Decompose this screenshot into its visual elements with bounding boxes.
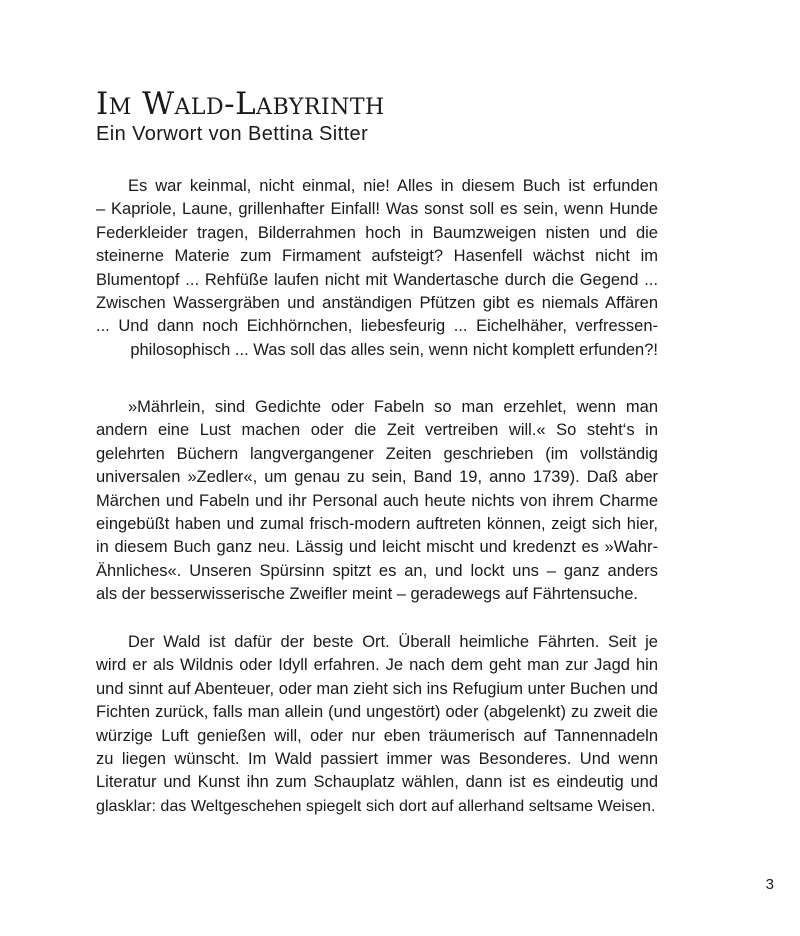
paragraph-line: Der Wald ist dafür der beste Ort. Überall heimliche Fährten. Seit je <box>128 633 658 651</box>
paragraph-line: Fichten zurück, falls man allein (und ungestört) oder (abgelenkt) zu zweit die <box>96 703 658 722</box>
paragraph-line: gelehrten Büchern langvergangener Zeiten geschrieben (im vollständig <box>96 444 658 463</box>
paragraph-line: in diesem Buch ganz neu. Lässig und leicht mischt und kredenzt es »Wahr- <box>96 538 658 557</box>
paragraph-line: Es war keinmal, nicht einmal, nie! Alles in diesem Buch ist erfunden <box>128 177 658 195</box>
paragraph-line: steinerne Materie zum Firmament aufsteigt? Hasenfell wächst nicht im <box>96 247 658 266</box>
paragraph-line: als der besserwisserische Zweifler meint – geradewegs auf Fährtensuche. <box>96 585 639 604</box>
paragraph-line: philosophisch ... Was soll das alles sein, wenn nicht komplett erfunden?! <box>130 340 658 359</box>
paragraph-line: Blumentopf ... Rehfüße laufen nicht mit Wandertasche durch die Gegend ... <box>96 270 658 289</box>
paragraph-line: »Mährlein, sind Gedichte oder Fabeln so man erzehlet, wenn man <box>128 398 658 416</box>
paragraph-line: universalen »Zedler«, um genau zu sein, Band 19, anno 1739). Daß aber <box>96 468 658 487</box>
paragraph-line: und sinnt auf Abenteuer, oder man zieht sich ins Refugium unter Buchen und <box>96 679 658 698</box>
chapter-subtitle: Ein Vorwort von Bettina Sitter <box>96 123 369 145</box>
page-number: 3 <box>765 876 774 893</box>
paragraph-line: andern eine Lust machen oder die Zeit vertreiben will.« So steht‘s in <box>96 421 658 440</box>
chapter-title: Im Wald-Labyrinth <box>96 86 385 122</box>
paragraph-3 <box>96 631 658 818</box>
paragraph-line: – Kapriole, Laune, grillenhafter Einfall! Was sonst soll es sein, wenn Hunde <box>96 200 658 219</box>
paragraph-line: Literatur und Kunst ihn zum Schauplatz wählen, dann ist es eindeutig und <box>96 773 658 792</box>
paragraph-2 <box>96 396 658 607</box>
paragraph-line: Ähnliches«. Unseren Spürsinn spitzt es an, und lockt uns – ganz anders <box>96 561 658 580</box>
paragraph-line: eingebüßt haben und zumal frisch-modern auftreten können, zeigt sich hier, <box>96 515 658 534</box>
paragraph-line: Märchen und Fabeln und ihr Personal auch heute nichts von ihrem Charme <box>96 491 658 510</box>
paragraph-line: ... Und dann noch Eichhörnchen, liebesfeurig ... Eichelhäher, verfressen- <box>96 317 658 336</box>
paragraph-line: Federkleider tragen, Bilderrahmen hoch in Baumzweigen nisten und die <box>96 223 658 242</box>
paragraph-line: Zwischen Wassergräben und anständigen Pfützen gibt es niemals Affären <box>96 294 658 313</box>
paragraph-line: zu liegen wünscht. Im Wald passiert immer was Besonderes. Und wenn <box>96 750 658 769</box>
paragraph-line: glasklar: das Weltgeschehen spiegelt sich dort auf allerhand seltsame Weisen. <box>96 796 656 815</box>
paragraph-1 <box>96 175 658 362</box>
paragraph-line: wird er als Wildnis oder Idyll erfahren. Je nach dem geht man zur Jagd hin <box>96 656 658 675</box>
paragraph-line: würzige Luft genießen will, oder nur eben träumerisch auf Tannennadeln <box>96 726 658 745</box>
